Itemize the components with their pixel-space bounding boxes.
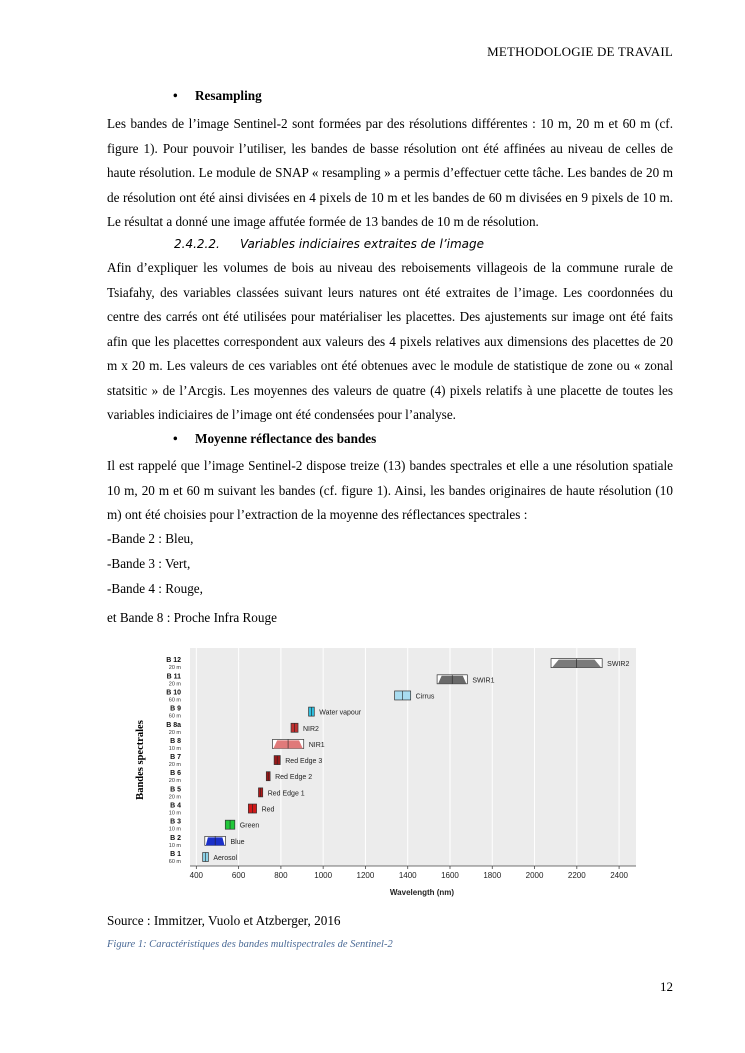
bullet-dot-icon: • — [173, 431, 178, 446]
sentinel2-bands-chart — [108, 643, 646, 905]
y-tick-labels — [166, 657, 181, 865]
band-resolution-label: 10 m — [168, 810, 181, 817]
running-header: METHODOLOGIE DE TRAVAIL — [487, 44, 673, 59]
subheading-number: 2.4.2.2. — [174, 237, 220, 251]
band-id-label: B 6 — [170, 770, 181, 778]
band-resolution-label: 10 m — [168, 745, 181, 752]
x-tick-label: 400 — [189, 871, 204, 880]
band-name-label: SWIR2 — [607, 661, 630, 669]
band-id-label: B 10 — [166, 689, 181, 697]
band-name-label: Red Edge 2 — [275, 774, 313, 782]
band-resolution-label: 20 m — [168, 681, 181, 688]
bullet-dot-icon: • — [173, 88, 178, 103]
band-resolution-label: 20 m — [168, 762, 181, 769]
band-resolution-label: 60 m — [168, 713, 181, 720]
x-tick-labels — [190, 866, 629, 880]
bullet-label: Moyenne réflectance des bandes — [195, 431, 377, 446]
band-id-label: B 12 — [166, 657, 181, 665]
paragraph-variables: Afin d’expliquer les volumes de bois au niveau des reboisements villageois de la commune rurale de Tsiafahy, des variables classées suivant leurs natures ont été extraites de l’image. Les coordonnées du centre des carrés ont été utilisées pour matérialiser les placettes. Des ajustements sur image ont été faits afin que les placettes correspondent aux valeurs des 4 pixels relatives aux dimensions des placettes de 20 m x 20 m. Les valeurs de ces variables ont été obtenues avec le module de statistique de zone ou « zonal statsitic » de l’Arcgis. Les moyennes des valeurs de quatre (4) pixels relatifs à une placette de toutes les variables indiciaires de l’image ont été condensées pour l’analyse. — [107, 260, 673, 422]
band-id-label: B 8a — [166, 721, 181, 729]
figure-source: Source : Immitzer, Vuolo et Atzberger, 2016 — [107, 913, 341, 928]
band-name-label: Red Edge 3 — [285, 758, 323, 766]
band-id-label: B 7 — [170, 754, 181, 762]
band-name-label: Aerosol — [213, 855, 238, 862]
band-id-label: B 1 — [170, 851, 181, 858]
page-number: 12 — [660, 979, 673, 994]
band-id-label: B 8 — [170, 737, 181, 745]
subheading — [174, 237, 484, 251]
plot-background — [190, 648, 636, 866]
band-name-label: Green — [239, 822, 260, 830]
band-resolution-label: 60 m — [168, 859, 181, 865]
band-name-label: NIR1 — [308, 741, 325, 749]
band-resolution-label: 10 m — [168, 842, 181, 849]
band-resolution-label: 20 m — [168, 729, 181, 736]
x-tick-label: 1000 — [314, 871, 333, 880]
band-resolution-label: 20 m — [168, 778, 181, 785]
band-resolution-label: 10 m — [168, 826, 181, 833]
band-id-label: B 11 — [166, 673, 181, 681]
y-axis-label: Bandes spectrales — [135, 720, 146, 800]
x-tick-label: 2000 — [525, 871, 544, 880]
band-resolution-label: 60 m — [168, 697, 181, 704]
figure-caption: Figure 1: Caractéristiques des bandes multispectrales de Sentinel-2 — [107, 939, 393, 950]
x-tick-label: 600 — [231, 871, 246, 880]
band-id-label: B 2 — [170, 834, 181, 842]
band-id-label: B 3 — [170, 818, 181, 826]
band-name-label: Red — [261, 806, 275, 814]
x-tick-label: 1200 — [356, 871, 375, 880]
band-line: -Bande 3 : Vert, — [107, 556, 191, 571]
x-tick-label: 800 — [274, 871, 288, 880]
bullet-label: Resampling — [195, 88, 262, 103]
band-id-label: B 4 — [170, 802, 181, 810]
band-line: -Bande 2 : Bleu, — [107, 531, 194, 546]
x-tick-label: 2200 — [567, 871, 586, 880]
paragraph-reflectance: Il est rappelé que l’image Sentinel-2 dispose treize (13) bandes spectrales et elle a une résolution spatiale 10 m, 20 m et 60 m suivant les bandes (cf. figure 1). Ainsi, les bandes originaires de haute résolution (10 m) ont été choisies pour l’extraction de la moyenne des réflectances spectrales : — [107, 458, 673, 522]
x-tick-label: 1600 — [441, 871, 459, 880]
band-resolution-label: 20 m — [168, 794, 181, 801]
subheading-title: Variables indiciaires extraites de l’image — [240, 237, 485, 251]
paragraph-resampling: Les bandes de l’image Sentinel-2 sont formées par des résolutions différentes : 10 m, 20 m et 60 m (cf. figure 1). Pour pouvoir l’utiliser, les bandes de basse résolution ont été affinées au niveau de celles de haute résolution. Le module de SNAP « resampling » a permis d’effectuer cette tâche. Les bandes de 20 m de résolution ont été ainsi divisées en 4 pixels de 10 m et les bandes de 60 m divisées en 9 pixels de 10 m. Le résultat a donné une image affutée formée de 13 bandes de 10 m de résolution. — [107, 116, 673, 229]
band-name-label: Red Edge 1 — [267, 790, 305, 798]
band-resolution-label: 20 m — [168, 665, 181, 672]
band-id-label: B 9 — [170, 705, 181, 713]
band-id-label: B 5 — [170, 786, 181, 794]
band-name-label: NIR2 — [303, 725, 319, 733]
band-line: -Bande 4 : Rouge, — [107, 581, 203, 596]
x-tick-label: 2400 — [610, 871, 628, 880]
band-name-label: Cirrus — [415, 693, 435, 701]
x-axis-label: Wavelength (nm) — [389, 888, 455, 897]
bullet-resampling — [173, 88, 262, 104]
band-name-label: Water vapour — [319, 709, 362, 717]
band-name-label: Blue — [230, 838, 245, 846]
x-tick-label: 1400 — [398, 871, 417, 880]
x-tick-label: 1800 — [483, 871, 502, 880]
band-name-label: SWIR1 — [472, 677, 495, 685]
band-line: et Bande 8 : Proche Infra Rouge — [107, 610, 277, 625]
bullet-reflectance — [173, 431, 376, 447]
